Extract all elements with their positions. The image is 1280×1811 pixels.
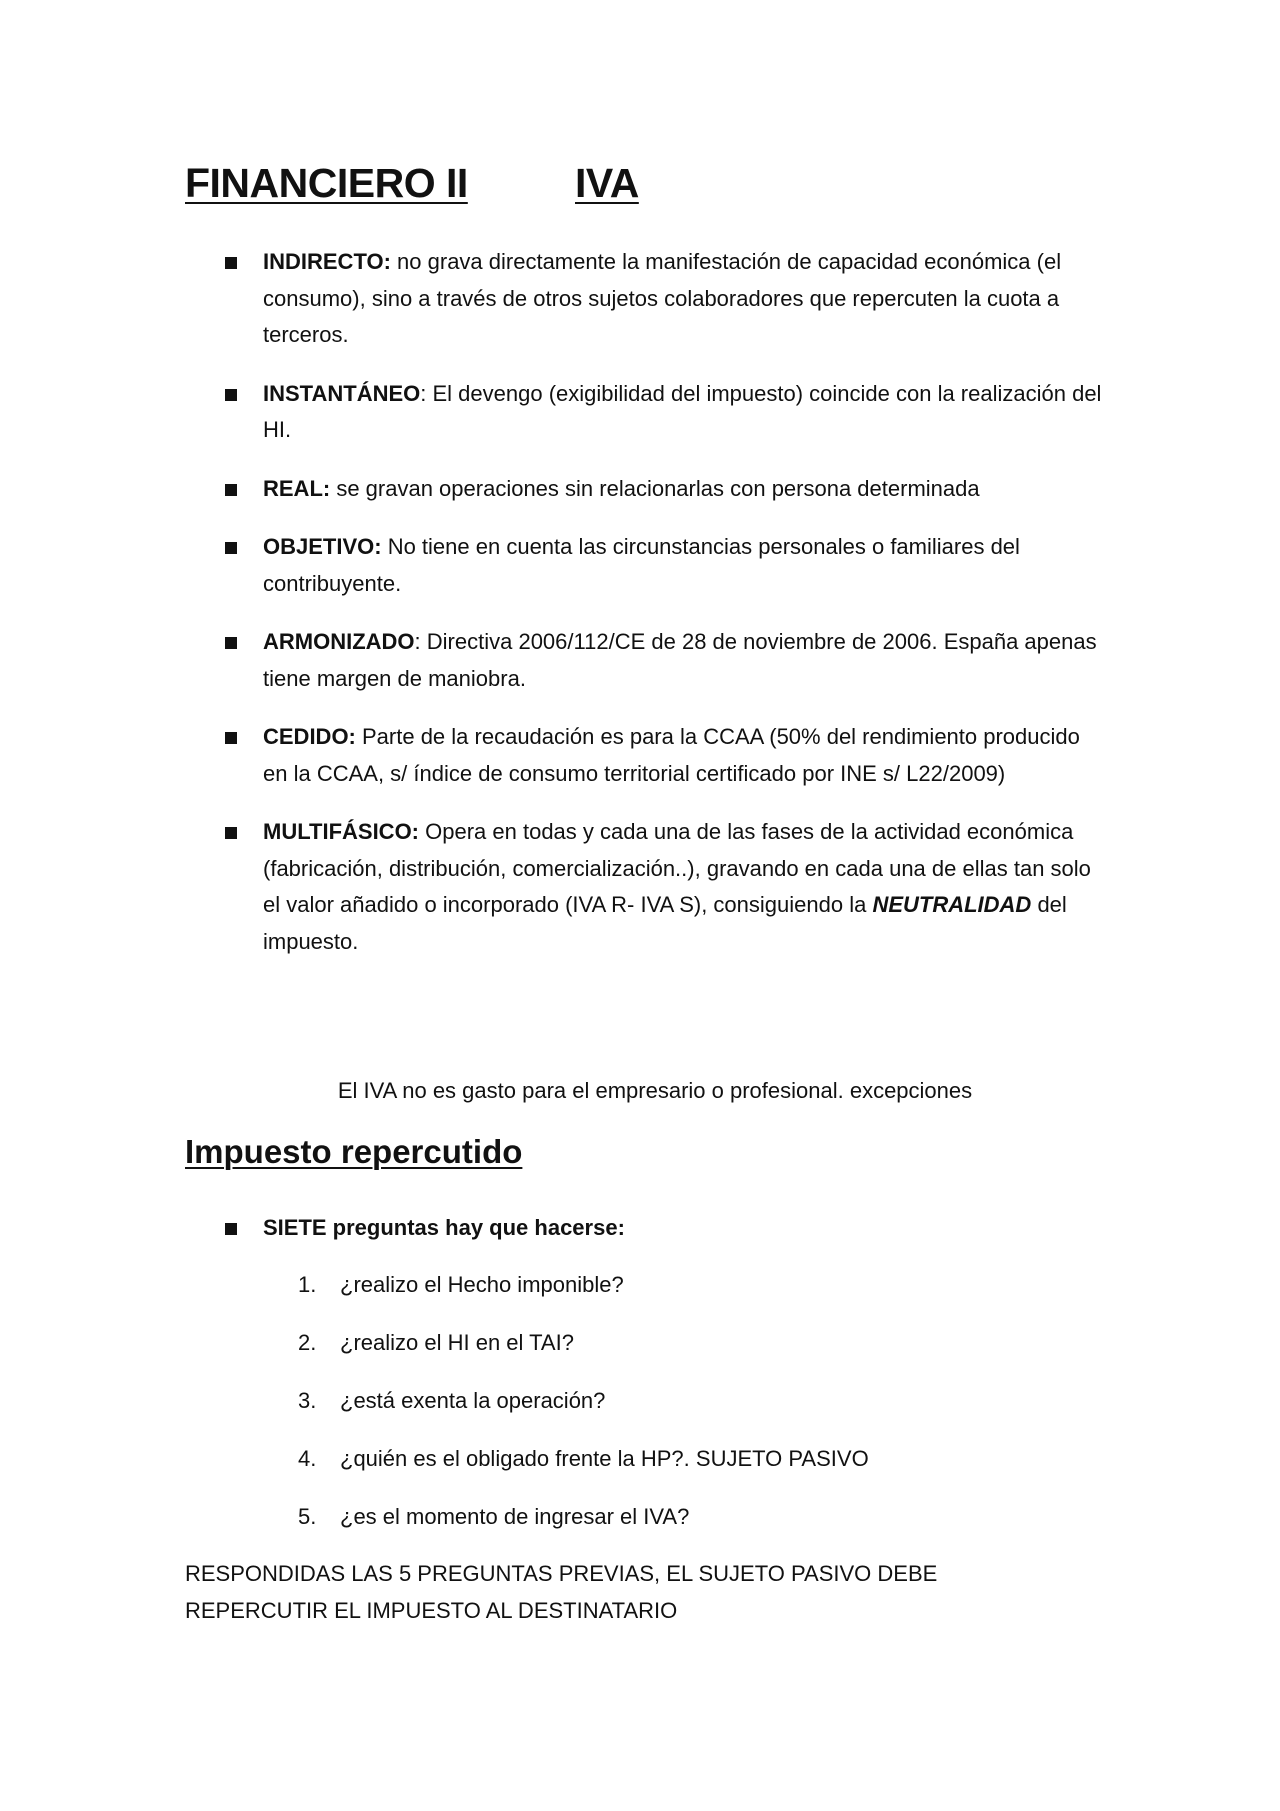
bullet-term: INSTANTÁNEO <box>263 380 421 406</box>
item-number: 1. <box>298 1272 317 1297</box>
bullet-text: se gravan operaciones sin relacionarlas con persona determinada <box>330 475 980 501</box>
title-topic: IVA <box>575 160 639 206</box>
closing-paragraph: RESPONDIDAS LAS 5 PREGUNTAS PREVIAS, EL SUJETO PASIVO DEBE REPERCUTIR EL IMPUESTO AL DESTINATARIO <box>185 1561 938 1623</box>
bullet-emphasis: NEUTRALIDAD <box>872 892 1032 917</box>
list-item <box>298 1325 869 1383</box>
list-item <box>298 1499 869 1557</box>
list-item <box>298 1267 869 1325</box>
bullet-text: Opera en todas y cada una de las fases de la actividad económica (fabricación, distribución, comercialización..), gravando en cada una de ellas tan solo el valor añadido o incorporado (IVA R- IVA S), consiguiendo la <box>263 819 1091 917</box>
characteristics-list <box>225 244 1105 982</box>
list-item <box>225 376 1105 449</box>
square-bullet-icon <box>225 827 237 839</box>
item-number: 2. <box>298 1330 317 1355</box>
bullet-text: : El devengo (exigibilidad del impuesto) coincide con la realización del HI. <box>263 380 1102 442</box>
bullet-text: no grava directamente la manifestación de capacidad económica (el consumo), sino a través de otros sujetos colaboradores que repercuten la cuota a terceros. <box>263 249 1062 347</box>
bullet-term: MULTIFÁSICO: <box>263 819 420 844</box>
section-heading: Impuesto repercutido <box>185 1133 523 1170</box>
bullet-tail: del impuesto. <box>263 892 1067 954</box>
bullet-term: CEDIDO: <box>263 724 356 749</box>
list-item <box>225 719 1105 792</box>
bullet-term: REAL: <box>263 475 331 501</box>
square-bullet-icon <box>225 1223 237 1235</box>
list-item <box>225 471 1105 508</box>
questions-intro-text: SIETE preguntas hay que hacerse: <box>263 1215 625 1240</box>
list-item <box>225 624 1105 697</box>
item-number: 3. <box>298 1388 317 1413</box>
square-bullet-icon <box>225 484 237 496</box>
bullet-text: : Directiva 2006/112/CE de 28 de noviembre de 2006. España apenas tiene margen de maniobra. <box>263 629 1097 691</box>
item-number: 4. <box>298 1446 317 1471</box>
title-subject: FINANCIERO II <box>185 160 468 206</box>
list-item <box>225 529 1105 602</box>
item-text: ¿realizo el HI en el TAI? <box>340 1330 574 1355</box>
item-number: 5. <box>298 1504 317 1529</box>
bullet-text: Parte de la recaudación es para la CCAA (50% del rendimiento producido en la CCAA, s/ índice de consumo territorial certificado por INE s/ L22/2009) <box>263 724 1080 786</box>
bullet-term: INDIRECTO: <box>263 249 391 274</box>
item-text: ¿es el momento de ingresar el IVA? <box>340 1504 690 1529</box>
list-item <box>225 244 1105 354</box>
questions-intro <box>225 1210 625 1246</box>
questions-list <box>298 1267 869 1557</box>
item-text: ¿está exenta la operación? <box>340 1388 606 1413</box>
square-bullet-icon <box>225 257 237 269</box>
square-bullet-icon <box>225 542 237 554</box>
list-item <box>298 1441 869 1499</box>
list-item <box>225 814 1105 960</box>
bullet-term: OBJETIVO: <box>263 534 382 559</box>
bullet-term: ARMONIZADO <box>263 629 415 654</box>
item-text: ¿quién es el obligado frente la HP?. SUJETO PASIVO <box>340 1446 869 1471</box>
item-text: ¿realizo el Hecho imponible? <box>340 1272 624 1297</box>
list-item <box>298 1383 869 1441</box>
bullet-text: No tiene en cuenta las circunstancias personales o familiares del contribuyente. <box>263 534 1020 596</box>
square-bullet-icon <box>225 389 237 401</box>
centered-note: El IVA no es gasto para el empresario o profesional. excepciones <box>337 1078 973 1103</box>
square-bullet-icon <box>225 732 237 744</box>
square-bullet-icon <box>225 637 237 649</box>
